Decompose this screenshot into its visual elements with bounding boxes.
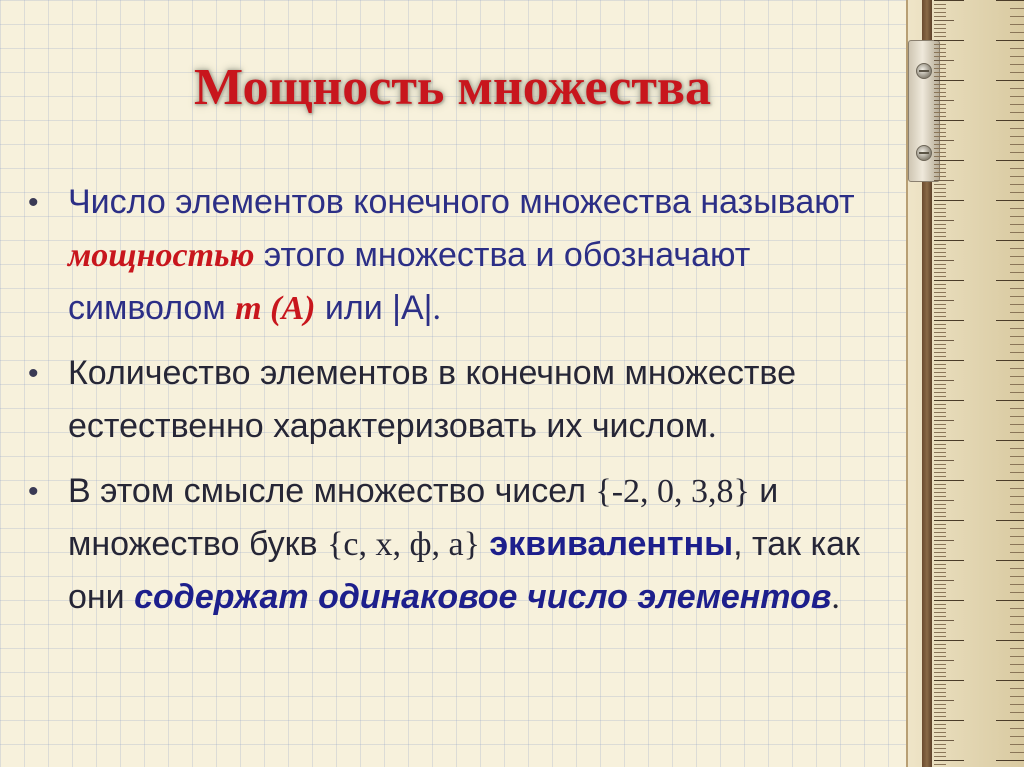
sentence-end: . [708, 408, 717, 445]
bullet-text: или |A| [315, 289, 433, 327]
bullet-text: этого множества и обозначают символом [68, 236, 751, 327]
bullet-item-1 [28, 176, 878, 335]
bullet-text: Число элементов конечного множества называют [68, 183, 855, 221]
ruler-decoration [906, 0, 1024, 767]
sentence-end: . [432, 290, 442, 327]
screw-icon [916, 145, 932, 161]
screw-icon [916, 63, 932, 79]
bullet-text [480, 525, 489, 563]
bullet-marker: • [28, 357, 39, 390]
sentence-end: . [831, 579, 840, 616]
term-highlight: эквивалентны [489, 525, 734, 563]
bullet-text: , так как они [68, 525, 860, 616]
ruler-ticks-right [984, 0, 1024, 767]
letter-set: {с, х, ф, а} [327, 526, 480, 563]
number-set: {-2, 0, 3,8} [595, 473, 750, 510]
slide-title: Мощность множества [194, 59, 711, 116]
bullet-item-3 [28, 465, 878, 624]
bullet-text: Количество элементов в конечном множестве естественно характеризовать их числом [68, 354, 796, 445]
bullet-item-2 [28, 347, 878, 453]
term-highlight: мощностью [68, 237, 255, 274]
bullet-text: и множество букв [68, 472, 779, 563]
bullet-marker: • [28, 475, 39, 508]
bullet-list [28, 176, 878, 636]
emphasis-highlight: содержат одинаковое число элементов [134, 578, 832, 616]
notation-highlight: m (A) [235, 290, 316, 327]
bullet-text: В этом смысле множество чисел [68, 472, 596, 510]
bullet-marker: • [28, 186, 39, 219]
